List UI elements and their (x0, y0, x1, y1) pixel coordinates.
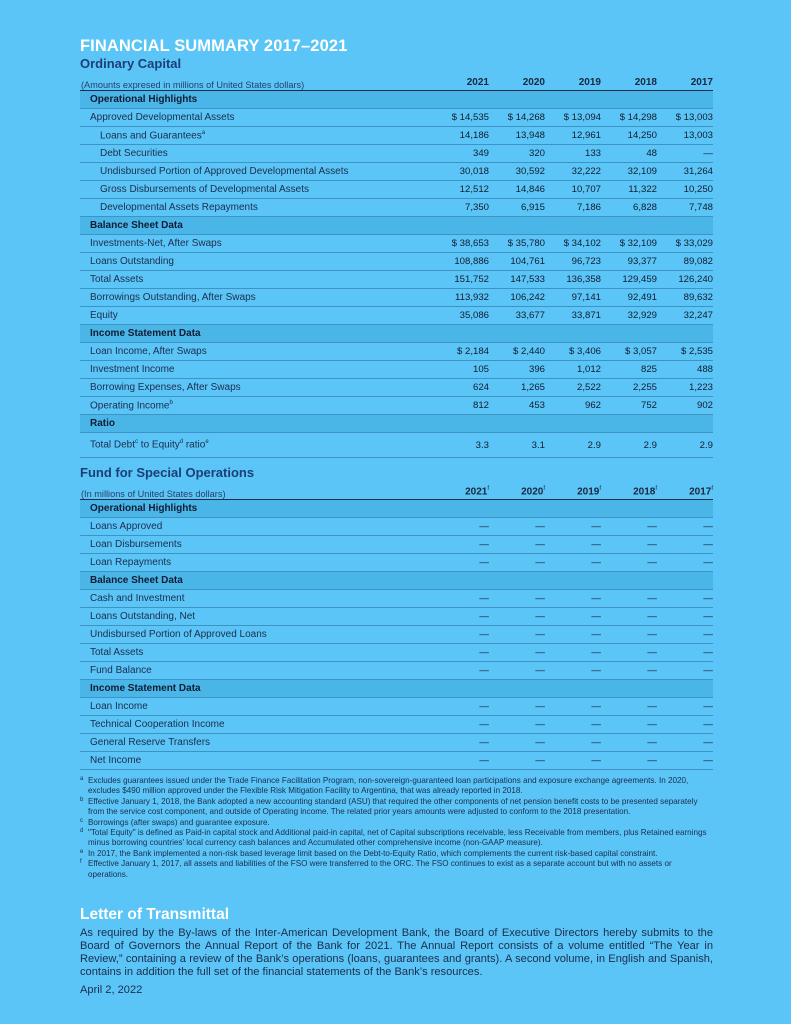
cell-value: 129,459 (622, 274, 657, 285)
cell-value: — (591, 539, 601, 550)
cell-value: — (647, 629, 657, 640)
cell-value: $ 13,094 (563, 112, 601, 123)
cell-value: 32,109 (627, 166, 657, 177)
table-row (80, 163, 713, 181)
cell-value: — (647, 521, 657, 532)
cell-value: 30,592 (515, 166, 545, 177)
cell-value: — (479, 611, 489, 622)
ordinary-capital-section (80, 56, 713, 458)
footnote-mark: e (80, 848, 84, 855)
cell-value: — (703, 539, 713, 550)
cell-value: 105 (472, 364, 489, 375)
row-label-text: Debt Securities (100, 148, 168, 159)
letter-body: As required by the By-laws of the Inter-American Development Bank, the Board of Executive Directors hereby submits to the Board of Governors the Annual Report of the Bank for 2021. The Annual Report consists of a volume entitled “The Year in Review,” containing a review of the Bank’s operations (loans, guarantees and grants). A second volume, in English and Spanish, contains in addition the full set of the financial statements of the Bank’s resources. (80, 927, 713, 979)
cell-value: — (479, 593, 489, 604)
cell-value: 2.9 (643, 439, 657, 451)
cell-value: $ 3,406 (568, 346, 601, 357)
cell-value: — (703, 593, 713, 604)
cell-value: 453 (528, 400, 545, 411)
row-label (80, 130, 433, 141)
footnote-mark: b (80, 796, 84, 803)
cell-value: 10,250 (683, 184, 713, 195)
fso-section (80, 465, 713, 770)
table-row (80, 518, 713, 536)
cell-value: $ 38,653 (451, 238, 489, 249)
footnote-text: Effective January 1, 2017, all assets and liabilities of the FSO were transferred to the ORC. The FSO continues to exist as a separate account but with no assets or operations. (88, 859, 672, 879)
row-label (80, 382, 433, 393)
footnote (80, 797, 713, 818)
cell-value: — (591, 719, 601, 730)
cell-value: 12,961 (571, 130, 601, 141)
cell-value: — (591, 611, 601, 622)
row-label-text: Loans Outstanding (90, 256, 174, 267)
cell-value: — (591, 665, 601, 676)
cell-value: — (703, 719, 713, 730)
cell-value: $ 14,268 (507, 112, 545, 123)
cell-value: — (703, 557, 713, 568)
row-label: Loans Approved (90, 521, 163, 532)
cell-value: — (535, 629, 545, 640)
cell-value: — (591, 701, 601, 712)
year-header: 2017$^f$ (689, 485, 713, 497)
table-row (80, 698, 713, 716)
page-title: FINANCIAL SUMMARY 2017–2021 (80, 37, 348, 55)
cell-value: 7,186 (576, 202, 601, 213)
cell-value: 97,141 (571, 292, 601, 303)
table-row (80, 608, 713, 626)
row-label: Net Income (90, 755, 142, 766)
footnote-text: "Total Equity" is defined as Paid-in capital stock and Additional paid-in capital, net of Capital subscriptions receivable, less Receivable from members, plus Retained earnings minus borrowing countries' local currency cash balances and Accumulated other comprehensive income (non-GAAP measure). (88, 828, 707, 848)
cell-value: — (535, 521, 545, 532)
row-label: Undisbursed Portion of Approved Loans (90, 629, 267, 640)
row-label: Technical Cooperation Income (90, 719, 225, 730)
year-header: 2018$^f$ (633, 485, 657, 497)
cell-value: 14,250 (627, 130, 657, 141)
row-label (80, 310, 433, 321)
row-label (80, 166, 433, 177)
cell-value: — (479, 755, 489, 766)
cell-value: 32,929 (627, 310, 657, 321)
table-row (80, 662, 713, 680)
cell-value: $ 2,184 (456, 346, 489, 357)
cell-value: 151,752 (454, 274, 489, 285)
row-label (80, 292, 433, 303)
table-row (80, 307, 713, 325)
table-row (80, 235, 713, 253)
cell-value: — (479, 647, 489, 658)
cell-value: 7,350 (464, 202, 489, 213)
cell-value: — (703, 701, 713, 712)
cell-value: 113,932 (455, 292, 489, 303)
cell-value: 48 (646, 148, 657, 159)
cell-value: 93,377 (627, 256, 657, 267)
row-label-text: ratio (183, 439, 206, 451)
cell-value: 14,846 (515, 184, 545, 195)
row-label-text: Equity (90, 310, 118, 321)
cell-value: — (535, 611, 545, 622)
row-label: Cash and Investment (90, 593, 185, 604)
cell-value: — (647, 719, 657, 730)
cell-value: — (591, 629, 601, 640)
footnote-mark: a (201, 129, 206, 136)
cell-value: — (647, 737, 657, 748)
fso-table (80, 500, 713, 770)
row-label-text: Borrowing Expenses, After Swaps (90, 382, 241, 393)
cell-value: 33,871 (571, 310, 601, 321)
row-label: Loan Disbursements (90, 539, 182, 550)
cell-value: — (591, 557, 601, 568)
table-row (80, 590, 713, 608)
cell-value: 32,247 (683, 310, 713, 321)
cell-value: 6,828 (632, 202, 657, 213)
footnote-mark: d (179, 439, 184, 446)
ordinary-capital-header (80, 72, 713, 91)
table-row (80, 716, 713, 734)
cell-value: 96,723 (571, 256, 601, 267)
group-header-row (80, 415, 713, 433)
row-label-text: Investments-Net, After Swaps (90, 238, 222, 249)
row-label (80, 148, 433, 159)
cell-value: 92,491 (627, 292, 657, 303)
cell-value: — (703, 665, 713, 676)
cell-value: 106,242 (510, 292, 545, 303)
row-label: Loan Income (90, 701, 148, 712)
row-label: Total Assets (90, 647, 144, 658)
cell-value: — (535, 539, 545, 550)
row-label-text: Total Debt (90, 439, 136, 451)
cell-value: — (479, 629, 489, 640)
table-row (80, 397, 713, 415)
cell-value: — (703, 148, 713, 159)
footnote-text: Borrowings (after swaps) and guarantee exposure. (88, 817, 270, 827)
group-label: Operational Highlights (90, 94, 198, 105)
cell-value: 3.1 (531, 439, 545, 451)
cell-value: 320 (528, 148, 545, 159)
group-label: Ratio (90, 418, 115, 429)
cell-value: 35,086 (459, 310, 489, 321)
row-label-text: Approved Developmental Assets (90, 112, 235, 123)
footnote-mark: b (169, 399, 173, 406)
year-header: 2019$^f$ (577, 485, 601, 497)
row-label (80, 274, 433, 285)
row-label (80, 202, 433, 213)
cell-value: — (647, 593, 657, 604)
cell-value: 136,358 (566, 274, 601, 285)
row-label: Fund Balance (90, 665, 152, 676)
cell-value: $ 33,029 (675, 238, 713, 249)
cell-value: — (479, 665, 489, 676)
ordinary-capital-subtitle: (Amounts expresed in millions of United States dollars) (81, 80, 305, 90)
table-row (80, 536, 713, 554)
ordinary-capital-title: Ordinary Capital (80, 56, 182, 71)
cell-value: 10,707 (571, 184, 601, 195)
cell-value: $ 2,440 (512, 346, 545, 357)
cell-value: 624 (472, 382, 489, 393)
group-header-row (80, 572, 713, 590)
cell-value: — (535, 737, 545, 748)
cell-value: — (479, 701, 489, 712)
cell-value: 108,886 (454, 256, 489, 267)
group-label: Operational Highlights (90, 503, 198, 514)
row-label (80, 439, 433, 450)
cell-value: 104,761 (510, 256, 545, 267)
cell-value: — (703, 629, 713, 640)
cell-value: 349 (472, 148, 489, 159)
cell-value: 962 (584, 400, 601, 411)
year-header: 2019 (578, 77, 601, 88)
cell-value: — (703, 737, 713, 748)
row-label-text: Loan Income, After Swaps (90, 346, 207, 357)
table-row (80, 644, 713, 662)
cell-value: 2,255 (632, 382, 657, 393)
cell-value: 7,748 (688, 202, 713, 213)
cell-value: — (479, 719, 489, 730)
footnote-mark: a (80, 776, 84, 782)
table-row (80, 199, 713, 217)
fso-header (80, 481, 713, 500)
ordinary-capital-table (80, 91, 713, 458)
cell-value: — (703, 755, 713, 766)
row-label-text: Total Assets (90, 274, 144, 285)
cell-value: — (479, 539, 489, 550)
row-label-text: Operating Income (90, 400, 170, 412)
footnote (80, 849, 713, 859)
year-header: 2018 (634, 77, 657, 88)
cell-value: — (703, 611, 713, 622)
cell-value: — (591, 755, 601, 766)
cell-value: — (647, 755, 657, 766)
row-label: Loans Outstanding, Net (90, 611, 196, 622)
cell-value: $ 32,109 (619, 238, 657, 249)
fso-subtitle: (In millions of United States dollars) (81, 489, 226, 499)
cell-value: 488 (696, 364, 713, 375)
cell-value: — (479, 737, 489, 748)
cell-value: — (535, 719, 545, 730)
row-label (80, 238, 433, 249)
cell-value: — (535, 647, 545, 658)
footnote-mark: c (135, 439, 139, 446)
row-label (80, 256, 433, 267)
group-label: Income Statement Data (90, 683, 201, 694)
row-label-text: Loans and Guarantees (100, 130, 202, 142)
cell-value: — (703, 521, 713, 532)
cell-value: 13,003 (683, 130, 713, 141)
table-row (80, 379, 713, 397)
cell-value: — (479, 557, 489, 568)
letter-date: April 2, 2022 (80, 984, 143, 997)
footnote (80, 828, 713, 849)
cell-value: 902 (696, 400, 713, 411)
footnote-text: Excludes guarantees issued under the Trade Finance Facilitation Program, non-sovereign-guaranteed loan participations and exposure exchange agreements. In 2020, excludes $490 million approved under the Flexible Risk Mitigation Facility to Argentina, that was already reported in 2018. (88, 776, 689, 796)
row-label-text: Undisbursed Portion of Approved Developmental Assets (100, 166, 349, 177)
cell-value: 2.9 (587, 439, 601, 451)
cell-value: $ 3,057 (624, 346, 657, 357)
row-label-text: to Equity (138, 439, 180, 451)
letter-title: Letter of Transmittal (80, 906, 229, 924)
cell-value: 1,012 (576, 364, 601, 375)
cell-value: 89,082 (683, 256, 713, 267)
table-row (80, 626, 713, 644)
table-row (80, 127, 713, 145)
fso-title: Fund for Special Operations (80, 465, 255, 480)
cell-value: $ 13,003 (675, 112, 713, 123)
cell-value: 13,948 (515, 130, 545, 141)
cell-value: 11,322 (628, 184, 657, 195)
cell-value: — (647, 647, 657, 658)
cell-value: — (535, 665, 545, 676)
table-row (80, 554, 713, 572)
group-header-row (80, 325, 713, 343)
footnote-text: Effective January 1, 2018, the Bank adopted a new accounting standard (ASU) that required the other components of net pension benefit costs to be presented separately from the service cost component, and outside of Operating income. The related prior years amounts were adjusted to conform to the 2018 presentation. (88, 796, 698, 817)
cell-value: — (479, 521, 489, 532)
table-row (80, 752, 713, 770)
cell-value: — (535, 593, 545, 604)
cell-value: 126,240 (678, 274, 713, 285)
year-header: 2020 (522, 77, 545, 88)
cell-value: 32,222 (571, 166, 601, 177)
row-label (80, 400, 433, 411)
cell-value: 6,915 (520, 202, 545, 213)
footnote (80, 859, 713, 880)
cell-value: 14,186 (459, 130, 489, 141)
cell-value: 2.9 (699, 439, 713, 451)
row-label (80, 364, 433, 375)
cell-value: 33,677 (515, 310, 545, 321)
year-header: 2021$^f$ (465, 485, 489, 497)
group-label: Income Statement Data (90, 328, 201, 339)
cell-value: 12,512 (459, 184, 489, 195)
footnotes (80, 776, 713, 880)
cell-value: — (703, 647, 713, 658)
footnote-mark: f (80, 859, 82, 866)
cell-value: — (591, 737, 601, 748)
cell-value: — (535, 755, 545, 766)
table-row (80, 343, 713, 361)
group-header-row (80, 500, 713, 518)
footnote-text: In 2017, the Bank implemented a non-risk based leverage limit based on the Debt-to-Equity Ratio, which complements the current risk-based capital constraint. (88, 848, 658, 858)
row-label (80, 184, 433, 195)
table-row (80, 145, 713, 163)
cell-value: $ 2,535 (680, 346, 713, 357)
cell-value: 812 (472, 400, 489, 411)
cell-value: — (647, 665, 657, 676)
footnote-mark: e (205, 439, 209, 446)
group-label: Balance Sheet Data (90, 220, 183, 231)
cell-value: 1,265 (520, 382, 545, 393)
cell-value: 89,632 (683, 292, 713, 303)
cell-value: — (535, 701, 545, 712)
footnote-mark: d (80, 828, 84, 835)
year-header: 2020$^f$ (521, 485, 545, 497)
row-label (80, 112, 433, 123)
row-label-text: Developmental Assets Repayments (100, 202, 258, 213)
footnote (80, 776, 713, 797)
footnote (80, 818, 713, 828)
table-row (80, 253, 713, 271)
financial-summary-page (80, 36, 713, 996)
row-label: General Reserve Transfers (90, 737, 211, 748)
cell-value: 30,018 (459, 166, 489, 177)
cell-value: 147,533 (510, 274, 545, 285)
cell-value: — (591, 647, 601, 658)
cell-value: — (647, 701, 657, 712)
cell-value: 31,264 (683, 166, 713, 177)
cell-value: — (591, 521, 601, 532)
year-header: 2021 (466, 77, 489, 88)
cell-value: 1,223 (688, 382, 713, 393)
table-row (80, 433, 713, 458)
group-header-row (80, 680, 713, 698)
cell-value: 825 (640, 364, 657, 375)
cell-value: $ 34,102 (563, 238, 601, 249)
cell-value: 3.3 (475, 439, 489, 451)
row-label: Loan Repayments (90, 557, 172, 568)
table-row (80, 361, 713, 379)
cell-value: $ 14,535 (451, 112, 489, 123)
cell-value: — (647, 611, 657, 622)
table-row (80, 181, 713, 199)
table-row (80, 734, 713, 752)
cell-value: $ 35,780 (507, 238, 545, 249)
group-header-row (80, 217, 713, 235)
cell-value: — (535, 557, 545, 568)
footnote-mark: c (80, 817, 83, 824)
group-header-row (80, 91, 713, 109)
table-row (80, 109, 713, 127)
table-row (80, 271, 713, 289)
year-header: 2017 (690, 77, 713, 88)
cell-value: 133 (584, 148, 601, 159)
row-label (80, 346, 433, 357)
row-label-text: Borrowings Outstanding, After Swaps (90, 292, 256, 303)
cell-value: — (647, 557, 657, 568)
cell-value: — (591, 593, 601, 604)
row-label-text: Gross Disbursements of Developmental Assets (100, 184, 309, 195)
table-row (80, 289, 713, 307)
cell-value: — (647, 539, 657, 550)
group-label: Balance Sheet Data (90, 575, 183, 586)
row-label-text: Investment Income (90, 364, 175, 375)
cell-value: 396 (528, 364, 545, 375)
cell-value: 2,522 (576, 382, 601, 393)
cell-value: 752 (640, 400, 657, 411)
cell-value: $ 14,298 (619, 112, 657, 123)
